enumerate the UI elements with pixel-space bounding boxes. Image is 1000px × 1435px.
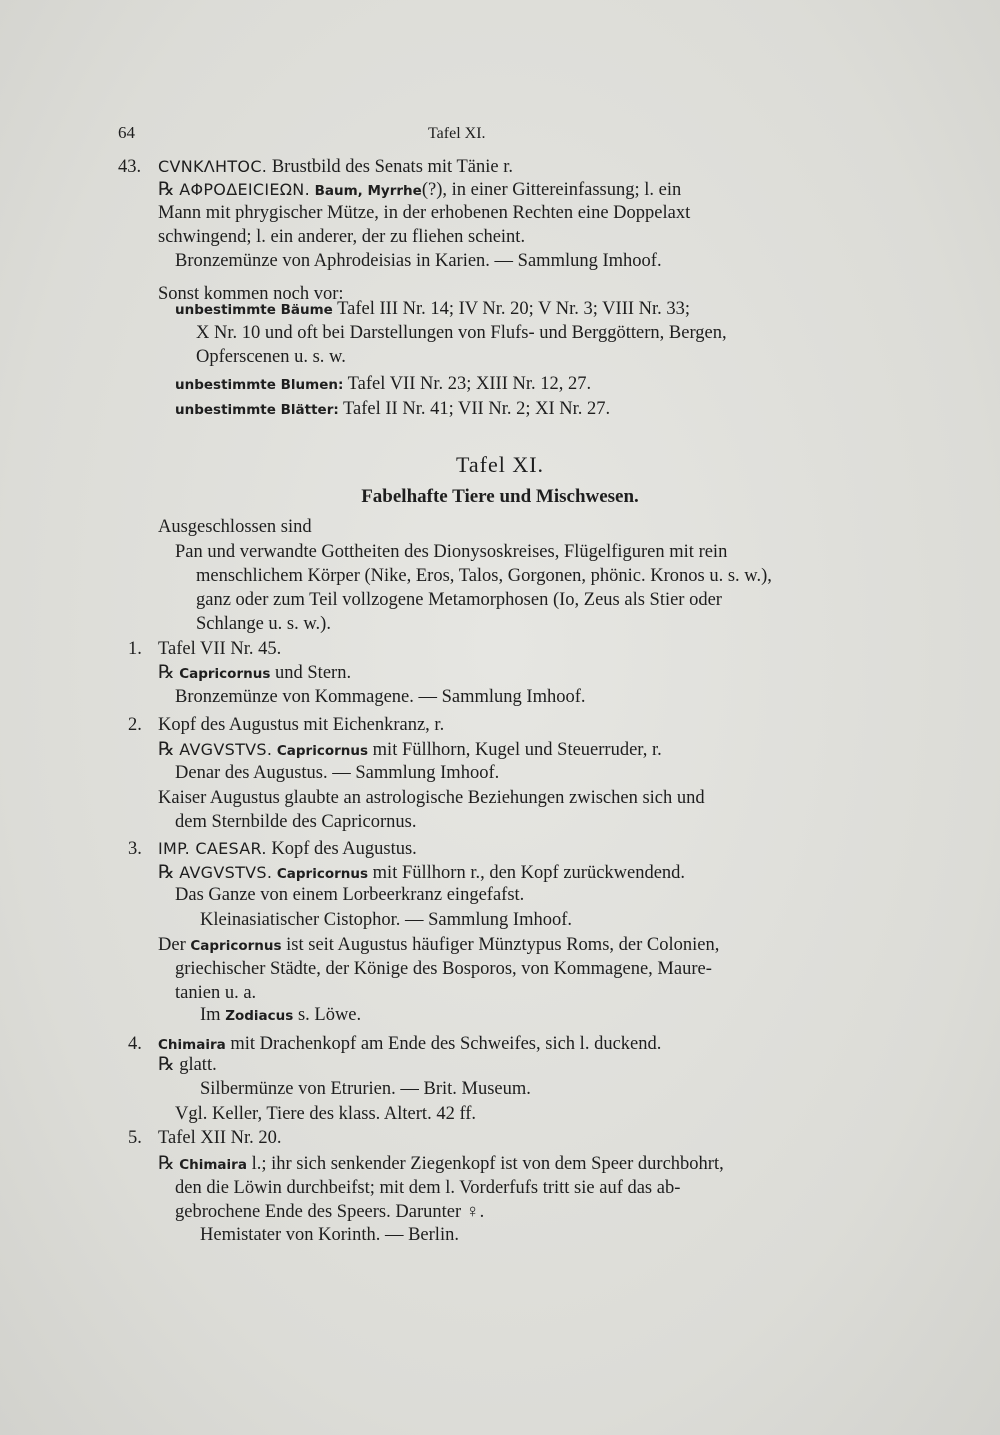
text-run: Kopf des Augustus mit Eichenkranz, r. [158, 715, 445, 735]
text-run: menschlichem Körper (Nike, Eros, Talos, Gorgonen, phönic. Kronos u. s. w.), [196, 566, 772, 586]
bold-term: Capricornus [276, 743, 369, 759]
text-run: Schlange u. s. w.). [196, 614, 331, 634]
entry-number: 3. [128, 839, 142, 859]
bold-term: Capricornus [179, 666, 271, 682]
text-run: Brustbild des Senats mit Tänie r. [267, 157, 513, 177]
text-run: mit Drachenkopf am Ende des Schweifes, sich l. duckend. [225, 1034, 662, 1054]
bold-term: unbestimmte Blumen: [175, 377, 344, 393]
text-line [175, 250, 662, 273]
text-line [158, 1054, 217, 1077]
text-line [200, 1004, 361, 1028]
text-line [175, 884, 524, 907]
text-line [175, 541, 727, 564]
text-run: ℞ [158, 863, 180, 883]
text-run: ist seit Augustus häufiger Münztypus Roms, der Colonien, [281, 935, 720, 955]
text-line [158, 662, 351, 686]
bold-term: unbestimmte Bäume [175, 302, 333, 318]
text-line [175, 1103, 476, 1126]
text-line [200, 1078, 531, 1101]
entry-number: 2. [128, 715, 142, 735]
text-run: Kopf des Augustus. [266, 839, 417, 859]
text-line [158, 861, 685, 886]
text-run: ℞ [158, 740, 180, 760]
text-run: X Nr. 10 und oft bei Darstellungen von Flufs- und Berggöttern, Bergen, [196, 323, 727, 343]
text-line [175, 982, 256, 1005]
text-run: Silbermünze von Etrurien. — Brit. Museum. [200, 1079, 531, 1099]
text-line [175, 958, 712, 981]
text-line [158, 202, 690, 225]
text-run: ganz oder zum Teil vollzogene Metamorphosen (Io, Zeus als Stier oder [196, 590, 722, 610]
text-run: s. Löwe. [293, 1005, 362, 1025]
running-title: Tafel XI. [428, 125, 486, 142]
text-line [196, 589, 722, 612]
text-line [158, 934, 719, 958]
text-line [175, 398, 610, 422]
text-line [158, 226, 525, 249]
text-run: schwingend; l. ein anderer, der zu fliehen scheint. [158, 227, 526, 247]
text-run: Tafel VII Nr. 45. [158, 639, 282, 659]
section-title: Tafel XI. [455, 452, 545, 477]
entry-number: 43. [118, 157, 142, 177]
bold-term: Chimaira [158, 1037, 226, 1053]
text-run: Tafel III Nr. 14; IV Nr. 20; V Nr. 3; VIII Nr. 33; [332, 299, 691, 319]
text-line [175, 762, 499, 785]
text-run: und Stern. [270, 663, 352, 683]
bold-term: Baum, Myrrhe [314, 183, 422, 199]
text-run: Im [200, 1005, 226, 1025]
text-line [175, 1177, 680, 1200]
text-line [175, 298, 690, 322]
text-line [196, 346, 346, 369]
text-run: ℞ [158, 663, 180, 683]
text-run: Hemistater von Korinth. — Berlin. [200, 1225, 459, 1245]
bold-term: Capricornus [190, 938, 282, 954]
text-line [196, 565, 772, 588]
text-line [158, 1153, 724, 1177]
text-run: Tafel XII Nr. 20. [158, 1128, 282, 1148]
text-run: ℞ glatt. [158, 1055, 217, 1075]
text-run: mit Füllhorn, Kugel und Steuerruder, r. [368, 740, 662, 760]
text-line [175, 686, 586, 709]
text-line [200, 909, 572, 932]
text-line [175, 373, 591, 397]
text-run: Mann mit phrygischer Mütze, in der erhobenen Rechten eine Doppelaxt [158, 203, 691, 223]
text-run: gebrochene Ende des Speers. Darunter ♀. [175, 1202, 485, 1222]
legend-inscription: AVGVSTVS. [179, 863, 273, 882]
legend-inscription: CVNKΛHTOC. [158, 157, 268, 176]
text-line [200, 1224, 459, 1247]
text-line [128, 714, 444, 737]
text-run: mit Füllhorn r., den Kopf zurückwendend. [368, 863, 686, 883]
text-run: (?), in einer Gittereinfassung; l. ein [421, 180, 682, 200]
text-run: Bronzemünze von Aphrodeisias in Karien. — Sammlung Imhoof. [175, 251, 662, 271]
text-line [158, 787, 705, 810]
text-run: Bronzemünze von Kommagene. — Sammlung Imhoof. [175, 687, 586, 707]
bold-term: Zodiacus [225, 1008, 294, 1024]
text-line [196, 613, 331, 636]
text-line [196, 322, 727, 345]
page-number: 64 [118, 123, 135, 142]
entry-number: 1. [128, 639, 142, 659]
text-line [158, 738, 662, 763]
text-run: Tafel VII Nr. 23; XIII Nr. 12, 27. [343, 374, 592, 394]
text-line [175, 1201, 484, 1224]
text-line [128, 638, 281, 661]
text-line [128, 837, 417, 861]
bold-term: Chimaira [179, 1157, 247, 1173]
text-run: Das Ganze von einem Lorbeerkranz eingefafst. [175, 885, 525, 905]
text-run: Der [158, 935, 191, 955]
text-run: ℞ [158, 180, 180, 200]
legend-inscription: IMP. CAESAR. [158, 839, 267, 858]
legend-inscription: AVGVSTVS. [179, 740, 273, 759]
text-run: Kaiser Augustus glaubte an astrologische Beziehungen zwischen sich und [158, 788, 705, 808]
text-run: l.; ihr sich senkender Ziegenkopf ist von dem Speer durchbohrt, [246, 1154, 724, 1174]
entry-number: 4. [128, 1034, 142, 1054]
text-line [118, 155, 513, 179]
text-line [128, 1127, 282, 1150]
text-line [158, 516, 312, 539]
text-run: Kleinasiatischer Cistophor. — Sammlung Imhoof. [200, 910, 573, 930]
legend-inscription: AΦPOΔEICIEΩN. [179, 180, 310, 199]
text-run: ℞ [158, 1154, 180, 1174]
text-run: Tafel II Nr. 41; VII Nr. 2; XI Nr. 27. [338, 399, 611, 419]
text-run: den die Löwin durchbeifst; mit dem l. Vorderfufs tritt sie auf das ab- [175, 1178, 681, 1198]
bold-term: unbestimmte Blätter: [175, 402, 339, 418]
text-run: Pan und verwandte Gottheiten des Dionysoskreises, Flügelfiguren mit rein [175, 542, 728, 562]
entry-number: 5. [128, 1128, 142, 1148]
text-line [158, 178, 681, 203]
text-run: dem Sternbilde des Capricornus. [175, 812, 417, 832]
text-run: griechischer Städte, der Könige des Bosporos, von Kommagene, Maure- [175, 959, 712, 979]
text-run: Denar des Augustus. — Sammlung Imhoof. [175, 763, 500, 783]
text-run: Sonst kommen noch vor: [158, 284, 344, 304]
section-subtitle: Fabelhafte Tiere und Mischwesen. [361, 486, 639, 507]
bold-term: Capricornus [276, 866, 369, 882]
text-run: tanien u. a. [175, 983, 257, 1003]
text-run: Vgl. Keller, Tiere des klass. Altert. 42 ff. [175, 1104, 477, 1124]
text-run: Ausgeschlossen sind [158, 517, 312, 537]
text-line [175, 811, 416, 834]
text-run: Opferscenen u. s. w. [196, 347, 346, 367]
